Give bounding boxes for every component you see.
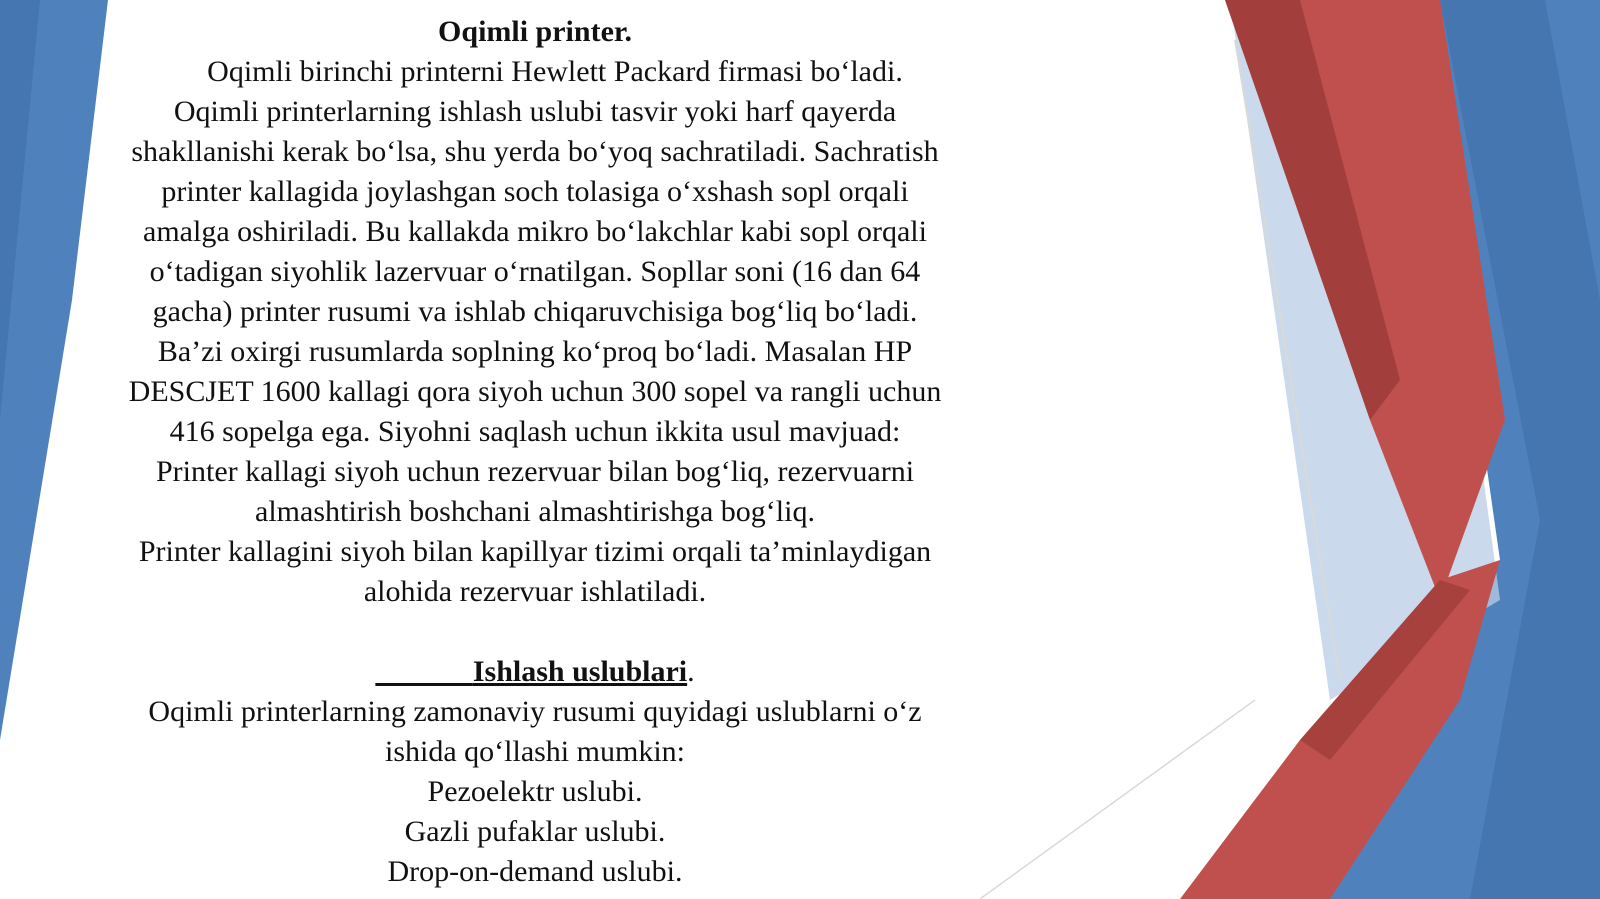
section-heading-text: Ishlash uslublari [472, 655, 688, 688]
paragraph-line: Ba’zi oxirgi rusumlarda soplning ko‘proq bo‘ladi. Masalan HP [157, 335, 913, 368]
intro-line: Oqimli birinchi printerni Hewlett Packard firmasi bo‘ladi. [207, 55, 903, 88]
paragraph-line: DESCJET 1600 kallagi qora siyoh uchun 300 sopel va rangli uchun [128, 375, 942, 408]
section-line: ishida qo‘llashi mumkin: [385, 735, 685, 768]
section-heading-suffix: . [687, 655, 695, 688]
paragraph-line: Oqimli printerlarning ishlash uslubi tasvir yoki harf qayerda [173, 95, 897, 128]
paragraph-line: shakllanishi kerak bo‘lsa, shu yerda bo‘yoq sachratiladi. Sachratish [131, 135, 939, 168]
paragraph-line: Printer kallagi siyoh uchun rezervuar bilan bog‘liq, rezervuarni [155, 455, 915, 488]
slide-title: Oqimli printer. [438, 15, 632, 48]
paragraph-line: o‘tadigan siyohlik lazervuar o‘rnatilgan. Sopllar soni (16 dan 64 [149, 255, 921, 288]
blank-line [70, 612, 1000, 652]
paragraph-line: 416 sopelga ega. Siyohni saqlash uchun ikkita usul mavjuad: [169, 415, 901, 448]
paragraph-line: alohida rezervuar ishlatiladi. [363, 575, 707, 608]
section-line: Oqimli printerlarning zamonaviy rusumi quyidagi uslublarni o‘z [148, 695, 922, 728]
paragraph-line: amalga oshiriladi. Bu kallakda mikro bo‘lakchlar kabi sopl orqali [143, 215, 927, 248]
slide-text-block [70, 12, 1000, 892]
method-item: Pezoelektr uslubi. [427, 775, 643, 808]
paragraph-line: almashtirish boshchani almashtirishga bog‘liq. [255, 495, 815, 528]
paragraph-line: Printer kallagini siyoh bilan kapillyar tizimi orqali ta’minlaydigan [138, 535, 932, 568]
method-item: Gazli pufaklar uslubi. [404, 815, 666, 848]
section-heading [70, 652, 1000, 692]
paragraph-line: gacha) printer rusumi va ishlab chiqaruvchisiga bog‘liq bo‘ladi. [152, 295, 918, 328]
paragraph-line: printer kallagida joylashgan soch tolasiga o‘xshash sopl orqali [161, 175, 909, 208]
method-item: Drop-on-demand uslubi. [387, 855, 683, 888]
